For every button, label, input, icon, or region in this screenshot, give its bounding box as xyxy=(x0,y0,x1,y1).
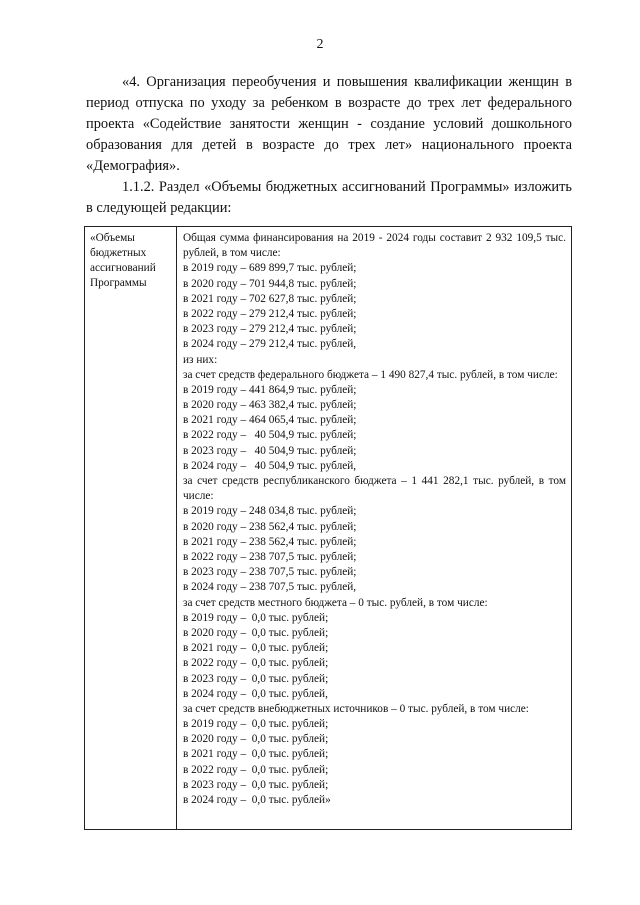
table-line: в 2023 году – 40 504,9 тыс. рублей; xyxy=(183,444,357,457)
table-line: в 2024 году – 0,0 тыс. рублей» xyxy=(183,794,331,807)
table-line: из них: xyxy=(183,353,218,366)
table-line: в 2021 году – 0,0 тыс. рублей; xyxy=(183,748,329,761)
budget-table xyxy=(84,226,572,830)
table-line: в 2020 году – 0,0 тыс. рублей; xyxy=(183,733,329,746)
table-line: в 2021 году – 464 065,4 тыс. рублей; xyxy=(183,414,357,427)
table-line: в 2022 году – 279 212,4 тыс. рублей; xyxy=(183,307,357,320)
table-line: в 2023 году – 238 707,5 тыс. рублей; xyxy=(183,566,357,579)
table-line: в 2023 году – 0,0 тыс. рублей; xyxy=(183,672,329,685)
table-line: в 2023 году – 0,0 тыс. рублей; xyxy=(183,778,329,791)
table-line: в 2021 году – 0,0 тыс. рублей; xyxy=(183,642,329,655)
table-line: в 2022 году – 0,0 тыс. рублей; xyxy=(183,657,329,670)
table-line: в 2024 году – 238 707,5 тыс. рублей, xyxy=(183,581,357,594)
table-label-cell: «Объемы бюджетных ассигнований Программы xyxy=(85,227,177,829)
table-line: в 2019 году – 248 034,8 тыс. рублей; xyxy=(183,505,357,518)
intro-text xyxy=(86,72,572,219)
table-content-cell xyxy=(177,227,571,829)
table-line: в 2024 году – 0,0 тыс. рублей, xyxy=(183,687,328,700)
table-line: в 2019 году – 0,0 тыс. рублей; xyxy=(183,611,329,624)
table-line: в 2021 году – 702 627,8 тыс. рублей; xyxy=(183,292,357,305)
table-line: в 2024 году – 40 504,9 тыс. рублей, xyxy=(183,459,357,472)
table-line: в 2021 году – 238 562,4 тыс. рублей; xyxy=(183,535,357,548)
table-line: в 2024 году – 279 212,4 тыс. рублей, xyxy=(183,338,357,351)
table-line: в 2020 году – 238 562,4 тыс. рублей; xyxy=(183,520,357,533)
table-line: в 2022 году – 40 504,9 тыс. рублей; xyxy=(183,429,357,442)
table-line: Общая сумма финансирования на 2019 - 2024 годы составит 2 932 109,5 тыс. рублей, в том числе: xyxy=(183,232,566,260)
table-line: за счет средств внебюджетных источников – 0 тыс. рублей, в том числе: xyxy=(183,702,529,715)
table-line: в 2020 году – 701 944,8 тыс. рублей; xyxy=(183,277,357,290)
intro-paragraph-1: «4. Организация переобучения и повышения квалификации женщин в период отпуска по уходу за ребенком в возрасте до трех лет федерального проекта «Содействие занятости женщин - создание условий дошкольного образования для детей в возрасте до трех лет» национального проекта «Демография». xyxy=(86,74,572,174)
table-line: за счет средств республиканского бюджета – 1 441 282,1 тыс. рублей, в том числе: xyxy=(183,475,566,503)
table-line: в 2019 году – 0,0 тыс. рублей; xyxy=(183,718,329,731)
table-line: в 2022 году – 238 707,5 тыс. рублей; xyxy=(183,551,357,564)
page-number: 2 xyxy=(316,37,324,52)
table-line: в 2019 году – 441 864,9 тыс. рублей; xyxy=(183,383,357,396)
table-line: в 2020 году – 463 382,4 тыс. рублей; xyxy=(183,399,357,412)
table-line: за счет средств федерального бюджета – 1 490 827,4 тыс. рублей, в том числе: xyxy=(183,368,558,381)
table-line: в 2019 году – 689 899,7 тыс. рублей; xyxy=(183,262,357,275)
table-line: в 2023 году – 279 212,4 тыс. рублей; xyxy=(183,323,357,336)
table-line: в 2020 году – 0,0 тыс. рублей; xyxy=(183,626,329,639)
intro-paragraph-2: 1.1.2. Раздел «Объемы бюджетных ассигнований Программы» изложить в следующей редакции: xyxy=(86,179,572,216)
table-line: за счет средств местного бюджета – 0 тыс. рублей, в том числе: xyxy=(183,596,488,609)
table-line: в 2022 году – 0,0 тыс. рублей; xyxy=(183,763,329,776)
